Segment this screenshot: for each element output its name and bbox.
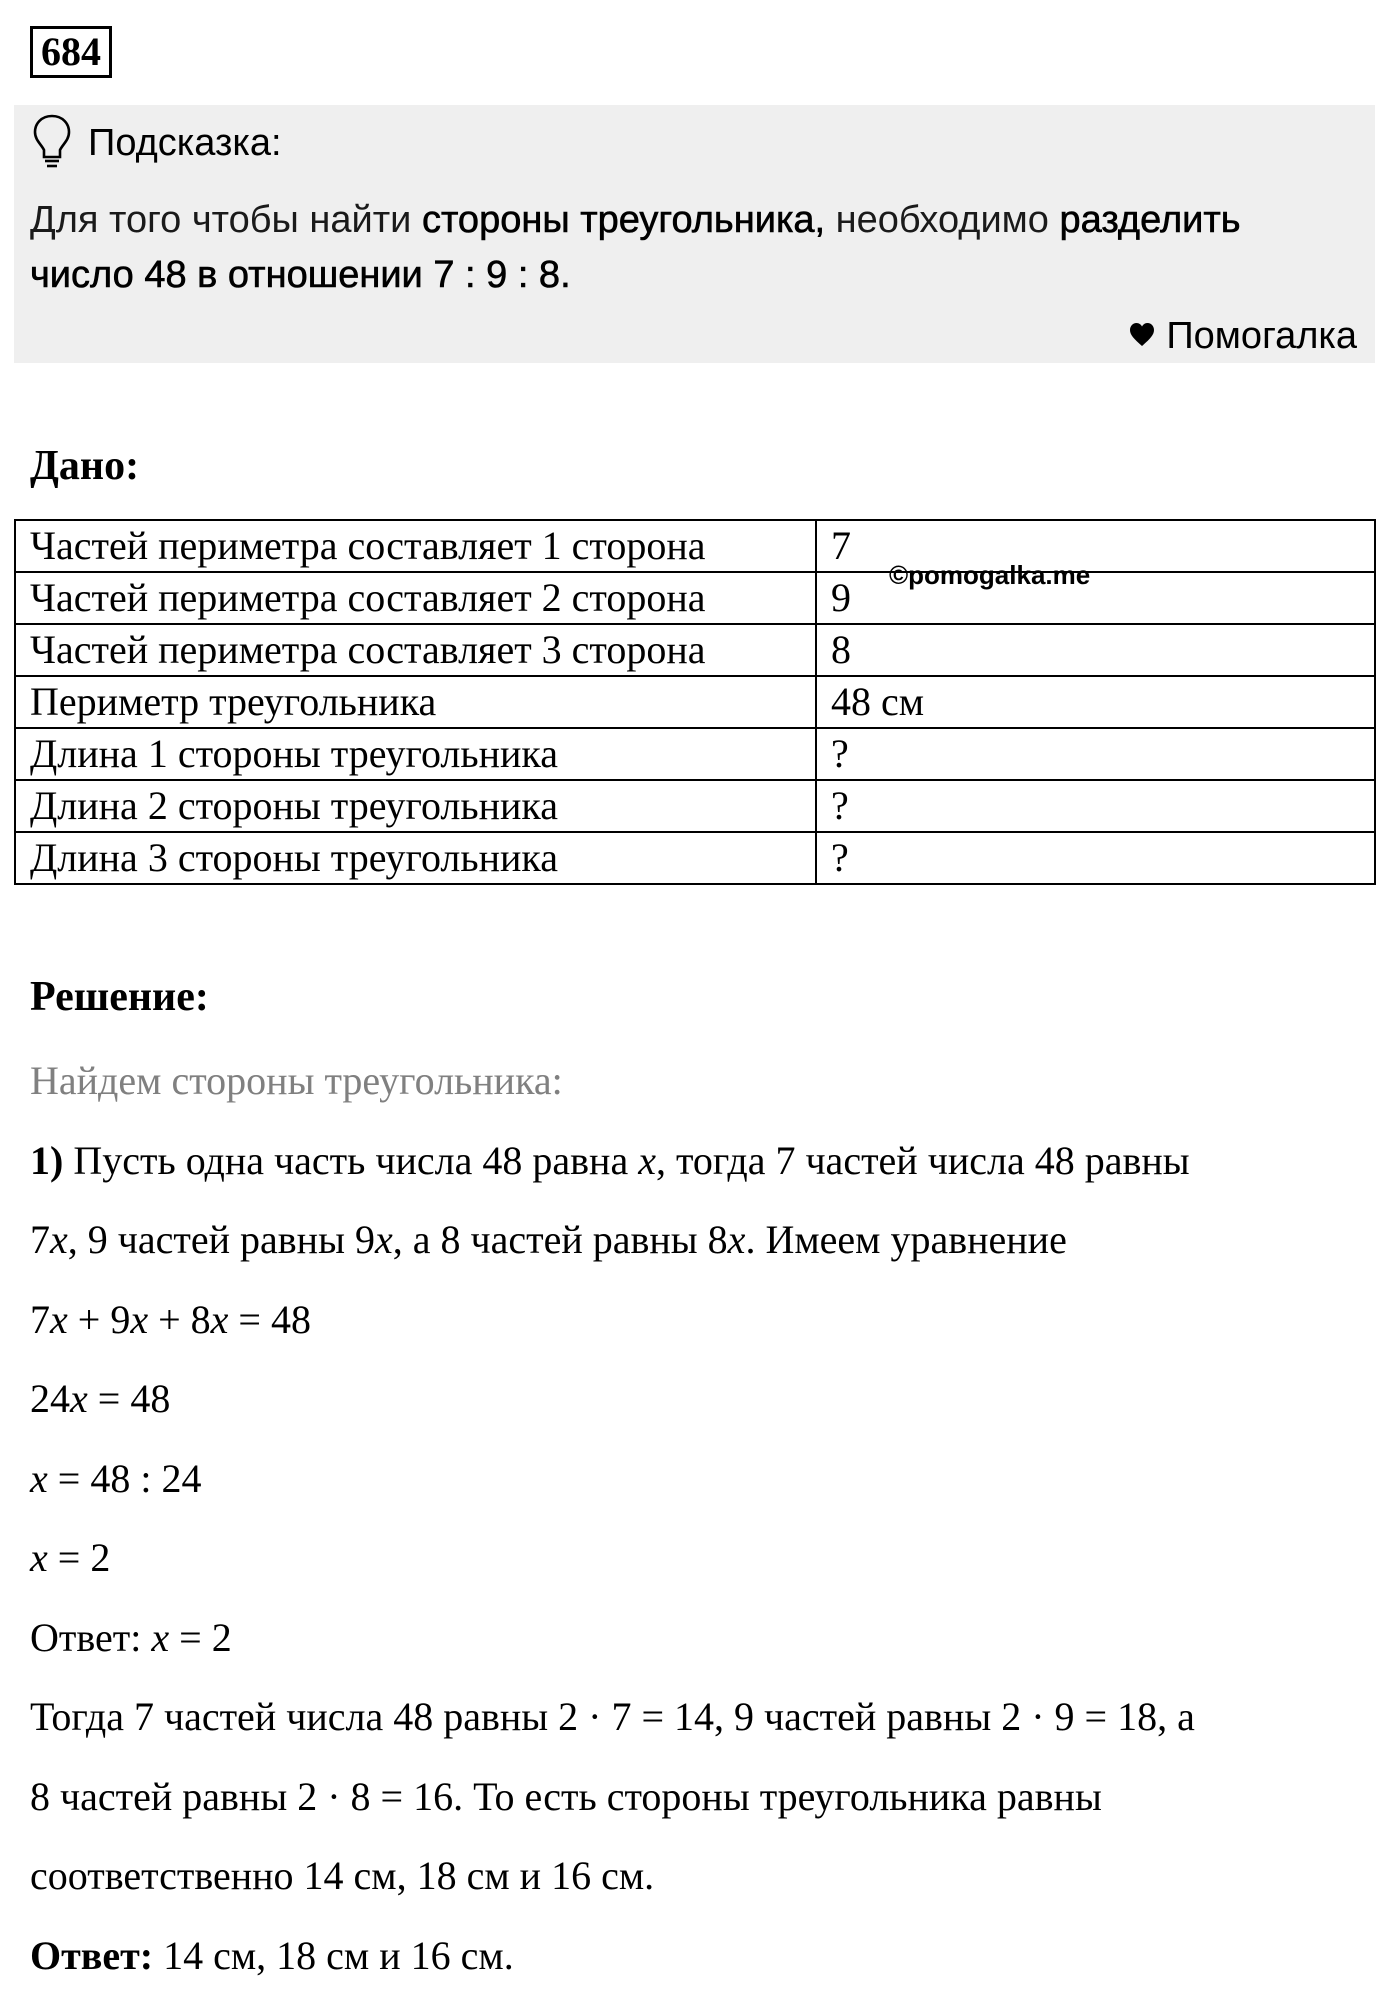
text-span: , 9 частей равны 9 <box>68 1217 375 1262</box>
variable-x: x <box>211 1297 229 1342</box>
given-table <box>14 519 1376 885</box>
given-label: Периметр треугольника <box>15 676 816 728</box>
text-span: = 48 : 24 <box>48 1456 202 1501</box>
equation-3 <box>30 1451 1370 1531</box>
variable-x: x <box>638 1138 656 1183</box>
solution-title: Решение: <box>30 973 209 1021</box>
step-number: 1) <box>30 1138 63 1183</box>
text-span: . Имеем уравнение <box>745 1217 1066 1262</box>
hint-text-emphasis: число 48 в отношении 7 : 9 : 8. <box>30 254 571 296</box>
variable-x: x <box>151 1615 169 1660</box>
equation-2 <box>30 1371 1370 1451</box>
given-label: Длина 3 стороны треугольника <box>15 832 816 884</box>
table-row <box>15 676 1375 728</box>
hint-text-emphasis: стороны треугольника, <box>422 199 825 241</box>
given-label: Длина 1 стороны треугольника <box>15 728 816 780</box>
text-span: 24 <box>30 1376 70 1421</box>
problem-number: 684 <box>30 26 112 78</box>
text-span: 7 <box>30 1297 50 1342</box>
text-span: = 2 <box>48 1535 111 1580</box>
variable-x: x <box>50 1297 68 1342</box>
given-value: 8 <box>816 624 1375 676</box>
table-row <box>15 572 1375 624</box>
given-label: Длина 2 стороны треугольника <box>15 780 816 832</box>
watermark: ©pomogalka.me <box>889 560 1090 591</box>
then-line-1: Тогда 7 частей числа 48 равны 2 · 7 = 14, 9 частей равны 2 · 9 = 18, а <box>30 1689 1370 1769</box>
variable-x: x <box>30 1456 48 1501</box>
final-answer <box>30 1928 1370 2007</box>
lightbulb-icon <box>32 113 72 169</box>
variable-x: x <box>30 1535 48 1580</box>
text-span: = 48 <box>88 1376 171 1421</box>
table-row <box>15 832 1375 884</box>
brand-label <box>1128 311 1357 361</box>
variable-x: x <box>50 1217 68 1262</box>
table-row <box>15 520 1375 572</box>
given-label: Частей периметра составляет 3 сторона <box>15 624 816 676</box>
text-span: 7 <box>30 1217 50 1262</box>
answer-label: Ответ: <box>30 1933 153 1978</box>
given-value: ? <box>816 780 1375 832</box>
given-label: Частей периметра составляет 2 сторона <box>15 572 816 624</box>
text-span: Ответ: <box>30 1615 151 1660</box>
hint-box <box>14 105 1375 363</box>
solution-intro: Найдем стороны треугольника: <box>30 1053 1370 1133</box>
given-value: 48 см <box>816 676 1375 728</box>
then-line-2: 8 частей равны 2 · 8 = 16. То есть стороны треугольника равны <box>30 1769 1370 1849</box>
step1-line2 <box>30 1212 1370 1292</box>
equation-4 <box>30 1530 1370 1610</box>
hint-text <box>30 193 1360 303</box>
given-title: Дано: <box>30 442 139 490</box>
text-span: , а 8 частей равны 8 <box>393 1217 728 1262</box>
text-span: = 2 <box>169 1615 232 1660</box>
variable-x: x <box>728 1217 746 1262</box>
answer-text: 14 см, 18 см и 16 см. <box>153 1933 514 1978</box>
hint-text-part: Для того чтобы найти <box>30 199 422 241</box>
solution-body <box>30 1053 1370 2007</box>
text-span: + 9 <box>68 1297 131 1342</box>
hint-title: Подсказка: <box>88 115 282 171</box>
step1-line1 <box>30 1133 1370 1213</box>
brand-name: Помогалка <box>1166 315 1357 357</box>
table-row <box>15 728 1375 780</box>
hint-text-part: необходимо <box>825 199 1059 241</box>
table-row <box>15 624 1375 676</box>
equation-1 <box>30 1292 1370 1372</box>
heart-icon <box>1128 321 1156 349</box>
hint-text-emphasis: разделить <box>1060 199 1241 241</box>
given-value: ? <box>816 728 1375 780</box>
given-value: 7 <box>816 520 1375 572</box>
given-value: 9 <box>816 572 1375 624</box>
variable-x: x <box>70 1376 88 1421</box>
table-row <box>15 780 1375 832</box>
given-label: Частей периметра составляет 1 сторона <box>15 520 816 572</box>
interim-answer <box>30 1610 1370 1690</box>
text-span: = 48 <box>228 1297 311 1342</box>
text-span: , тогда 7 частей числа 48 равны <box>656 1138 1190 1183</box>
variable-x: x <box>130 1297 148 1342</box>
text-span: Пусть одна часть числа 48 равна <box>63 1138 638 1183</box>
given-value: ? <box>816 832 1375 884</box>
variable-x: x <box>375 1217 393 1262</box>
text-span: + 8 <box>148 1297 211 1342</box>
then-line-3: соответственно 14 см, 18 см и 16 см. <box>30 1848 1370 1928</box>
